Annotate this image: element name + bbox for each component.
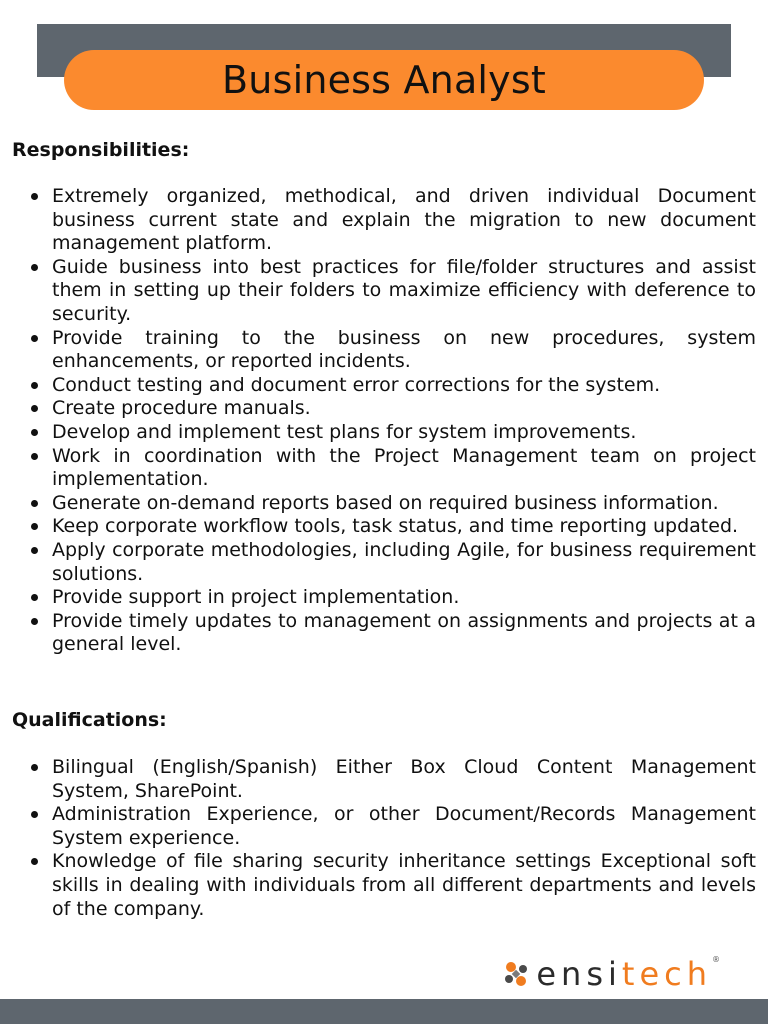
bullet-icon	[31, 335, 38, 342]
list-item: Administration Experience, or other Document/Records Management System experience.	[28, 803, 756, 850]
list-item: Provide timely updates to management on assignments and projects at a general level.	[28, 610, 756, 657]
title-banner	[64, 50, 704, 110]
list-item: Conduct testing and document error corrections for the system.	[28, 374, 756, 398]
list-item: Develop and implement test plans for system improvements.	[28, 421, 756, 445]
list-item: Keep corporate workflow tools, task status, and time reporting updated.	[28, 515, 756, 539]
bullet-icon	[31, 547, 38, 554]
list-item: Create procedure manuals.	[28, 397, 756, 421]
registered-mark: ®	[712, 955, 720, 964]
list-item: Provide support in project implementation.	[28, 586, 756, 610]
page-title: Business Analyst	[222, 58, 546, 102]
bullet-icon	[31, 594, 38, 601]
list-item: Generate on-demand reports based on required business information.	[28, 492, 756, 516]
qualifications-heading: Qualifications:	[12, 709, 167, 731]
list-item: Guide business into best practices for file/folder structures and assist them in setting up their folders to maximize efficiency with deference to security.	[28, 256, 756, 327]
puzzle-logo-icon	[502, 959, 532, 989]
bullet-icon	[31, 618, 38, 625]
list-item: Knowledge of file sharing security inheritance settings Exceptional soft skills in dealing with individuals from all different departments and levels of the company.	[28, 850, 756, 921]
bullet-icon	[31, 193, 38, 200]
bullet-icon	[31, 429, 38, 436]
bullet-icon	[31, 523, 38, 530]
company-logo	[502, 955, 720, 993]
list-item: Apply corporate methodologies, including Agile, for business requirement solutions.	[28, 539, 756, 586]
list-item: Work in coordination with the Project Management team on project implementation.	[28, 445, 756, 492]
qualifications-list	[28, 756, 756, 921]
logo-wordmark: ensitech	[536, 955, 712, 993]
bullet-icon	[31, 858, 38, 865]
bullet-icon	[31, 764, 38, 771]
bullet-icon	[31, 811, 38, 818]
list-item: Bilingual (English/Spanish) Either Box Cloud Content Management System, SharePoint.	[28, 756, 756, 803]
bullet-icon	[31, 500, 38, 507]
list-item: Provide training to the business on new procedures, system enhancements, or reported incidents.	[28, 327, 756, 374]
responsibilities-list	[28, 185, 756, 657]
bullet-icon	[31, 405, 38, 412]
bullet-icon	[31, 382, 38, 389]
list-item: Extremely organized, methodical, and driven individual Document business current state and explain the migration to new document management platform.	[28, 185, 756, 256]
responsibilities-heading: Responsibilities:	[12, 139, 190, 161]
bullet-icon	[31, 264, 38, 271]
bullet-icon	[31, 453, 38, 460]
footer-band	[0, 999, 768, 1024]
